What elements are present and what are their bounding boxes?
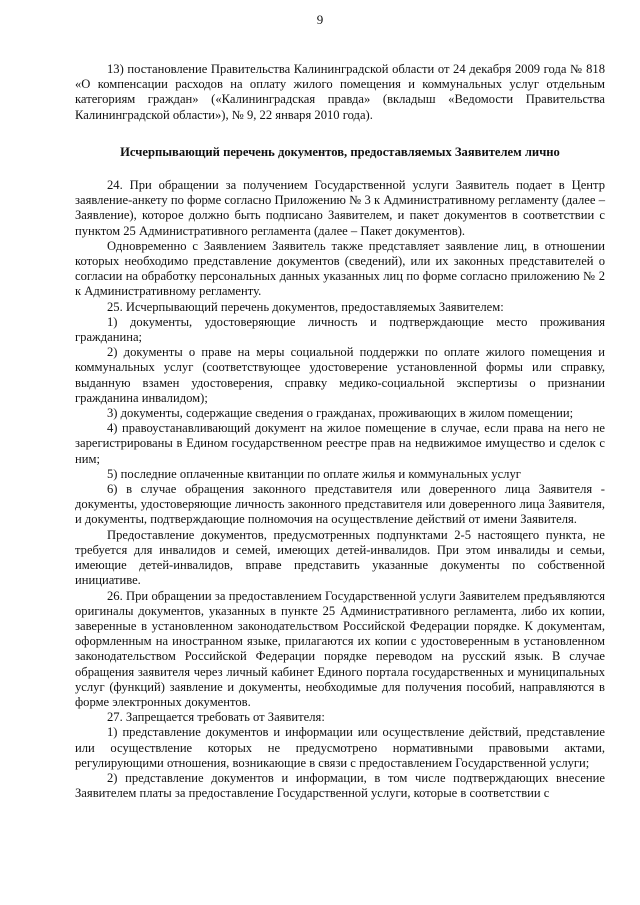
- list-item-3: 3) документы, содержащие сведения о гражданах, проживающих в жилом помещении;: [107, 406, 574, 421]
- prohibition-item-2: 2) представление документов и информации, в том числе подтверждающих внесение Заявителем платы за предоставление Государственной услуги, которые в соответствии с: [75, 770, 605, 801]
- paragraph-24: 24. При обращении за получением Государственной услуги Заявитель подает в Центр заявление-анкету по форме согласно Приложению № 3 к Административному регламенту (далее – Заявление), которое должно быть подписано Заявителем, и пакет документов в соответствии с пунктом 25 Административного регламента (далее – Пакет документов).: [75, 178, 605, 238]
- paragraph-26: 26. При обращении за предоставлением Государственной услуги Заявителем предъявляются оригиналы документов, указанных в пункте 25 Административного регламента, либо их копии, заверенные в установленном законодательством Российской Федерации порядке. К документам, оформленным на иностранном языке, прилагаются их копии с удостоверенным в установленном законодательством Российской Федерации порядке переводом на русский язык. В случае обращения заявителя через личный кабинет Единого портала государственных и муниципальных услуг (функций) заявление и документы, необходимые для получения пособий, направляются в форме электронных документов.: [75, 588, 605, 709]
- list-item-5: 5) последние оплаченные квитанции по оплате жилья и коммунальных услуг: [107, 466, 521, 481]
- paragraph-item-13: 13) постановление Правительства Калининградской области от 24 декабря 2009 года № 818 «О компенсации расходов на оплату жилого помещения и коммунальных услуг отдельным категориям граждан» («Калининградская правда» (вкладыш «Ведомости Правительства Калининградской области»), № 9, 22 января 2010 года).: [75, 62, 605, 122]
- paragraph-25: 25. Исчерпывающий перечень документов, предоставляемых Заявителем:: [107, 299, 504, 314]
- document-body: [75, 62, 605, 801]
- paragraph-disabled-exemption: Предоставление документов, предусмотренных подпунктами 2-5 настоящего пункта, не требуется для инвалидов и семей, имеющих детей-инвалидов. При этом инвалиды и семьи, имеющие детей-инвалидов, вправе представить указанные документы по собственной инициативе.: [75, 527, 605, 588]
- list-item-6: 6) в случае обращения законного представителя или доверенного лица Заявителя - документы, удостоверяющие личность законного представителя или доверенного лица Заявителя, и документы, подтверждающие полномочия на осуществление действий от имени Заявителя.: [75, 482, 605, 527]
- list-item-2: 2) документы о праве на меры социальной поддержки по оплате жилого помещения и коммунальных услуг (соответствующее удостоверение установленной формы или справку, выданную взамен удостоверения, справку медико-социальной экспертизы о признании гражданина инвалидом);: [75, 345, 605, 405]
- page-number: 9: [316, 12, 324, 27]
- paragraph-consent: Одновременно с Заявлением Заявитель также представляет заявление лиц, в отношении которых необходимо представление документов (сведений), или их законных представителей о согласии на обработку персональных данных указанных лиц по форме согласно приложению № 2 к Административному регламенту.: [75, 238, 605, 299]
- list-item-1: 1) документы, удостоверяющие личность и подтверждающие место проживания гражданина;: [75, 314, 605, 345]
- section-heading: Исчерпывающий перечень документов, предоставляемых Заявителем лично: [120, 144, 560, 159]
- paragraph-27: 27. Запрещается требовать от Заявителя:: [107, 710, 325, 725]
- prohibition-item-1: 1) представление документов и информации или осуществление действий, представление или осуществление которых не предусмотрено нормативными правовыми актами, регулирующими отношения, возникающие в связи с предоставлением Государственной услуги;: [75, 725, 605, 770]
- list-item-4: 4) правоустанавливающий документ на жилое помещение в случае, если права на него не зарегистрированы в Едином государственном реестре прав на недвижимое имущество и сделок с ним;: [75, 421, 605, 466]
